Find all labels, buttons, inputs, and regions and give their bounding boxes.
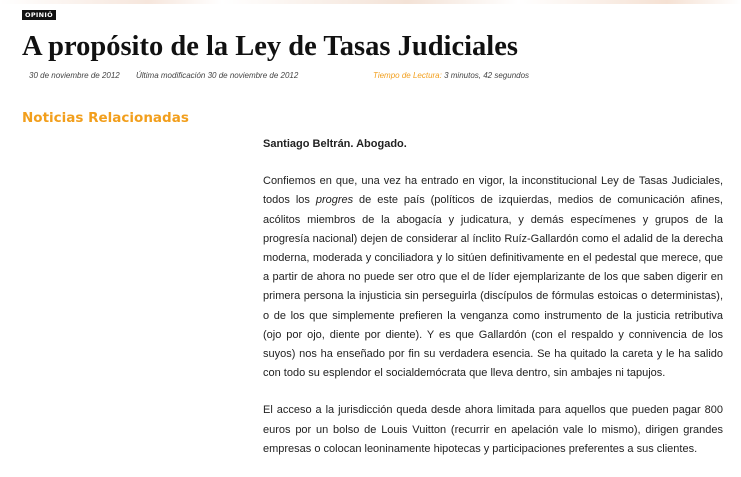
modified-date: Última modificación 30 de noviembre de 2012 [136,71,299,80]
article-paragraph: El acceso a la jurisdicción queda desde ahora limitada para aquellos que pueden pagar 800 euros por un bolso de Louis Vuitton (recurrir en apelación vale lo mismo), dirigen grandes empresas o colocan leoninamente hipotecas y participaciones preferentes a sus clientes. [263,404,723,455]
reading-time [373,71,529,80]
header-decoration-strip [0,0,741,4]
paragraph-text: de este país (políticos de izquierdas, medios de comunicación afines, acólitos miembros de la abogacía y judicatura, y demás especímenes y grupos de la progresía nacional) dejen de considerar al ínclito Ruíz-Gallardón como el adalid de la derecha moderna, moderada y conciliadora y lo sitúen definitivamente en el pedestal que merece, que a partir de ahora no puede ser otro que el de líder ejemplarizante de los que saben digerir en primera persona la injusticia sin perseguirla (discípulos de fórmulas estoicas o deterministas), o de los que simplemente prefieren la venganza como instrumento de la justicia retributiva (ojo por ojo, diente por diente). Y es que Gallardón (con el respaldo y connivencia de los suyos) nos ha enseñado por fin su verdadera esencia. Se ha quitado la careta y le ha salido con todo su esplendor el socialdemócrata que lleva dentro, sin ambajes ni tapujos. [263,194,723,380]
emphasis-text: progres [315,194,354,207]
related-news-heading: Noticias Relacionadas [22,110,189,126]
paragraph-text: Confiemos en que, una vez ha entrado en vigor, la inconstitucional Ley de Tasas Judiciales, todos los [263,175,723,207]
article-body [263,135,723,477]
publish-date: 30 de noviembre de 2012 [29,71,120,80]
article-title: A propósito de la Ley de Tasas Judiciales [22,31,518,62]
article-paragraph [263,172,723,383]
reading-time-label: Tiempo de Lectura: [373,71,442,80]
reading-time-value: 3 minutos, 42 segundos [444,71,530,80]
category-badge[interactable]: OPINIÓ [22,10,56,20]
article-author: Santiago Beltrán. Abogado. [263,138,407,150]
